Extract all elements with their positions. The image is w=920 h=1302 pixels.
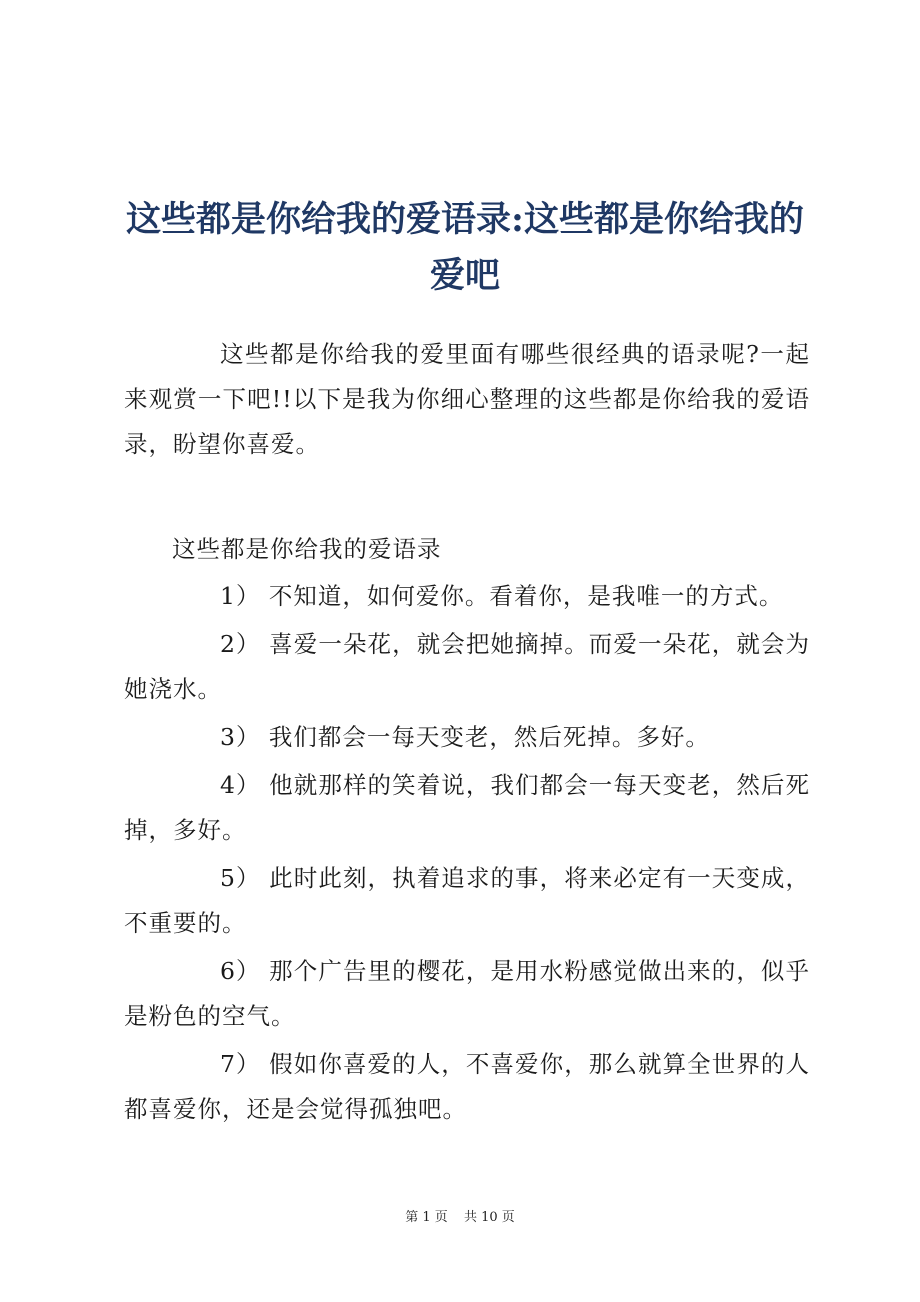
list-item: 1） 不知道，如何爱你。看着你，是我唯一的方式。	[220, 582, 784, 610]
page-total: 共 10 页	[463, 1210, 515, 1225]
quote-list	[124, 574, 810, 1135]
document-title: 这些都是你给我的爱语录:这些都是你给我的爱吧	[126, 199, 804, 296]
section-subheading: 这些都是你给我的爱语录	[172, 535, 442, 563]
page-number: 第 1 页	[405, 1210, 448, 1225]
list-item: 5） 此时此刻，执着追求的事，将来必定有一天变成，不重要的。	[124, 864, 810, 937]
list-item: 6） 那个广告里的樱花，是用水粉感觉做出来的，似乎是粉色的空气。	[124, 957, 810, 1030]
list-item: 3） 我们都会一每天变老，然后死掉。多好。	[220, 723, 710, 751]
list-item: 4） 他就那样的笑着说，我们都会一每天变老，然后死掉，多好。	[124, 771, 810, 844]
list-item: 2） 喜爱一朵花，就会把她摘掉。而爱一朵花，就会为她浇水。	[124, 630, 810, 703]
page-footer	[0, 1206, 920, 1225]
intro-paragraph: 这些都是你给我的爱里面有哪些很经典的语录呢?一起来观赏一下吧!!以下是我为你细心整理的这些都是你给我的爱语录，盼望你喜爱。	[124, 340, 810, 458]
list-item: 7） 假如你喜爱的人，不喜爱你，那么就算全世界的人都喜爱你，还是会觉得孤独吧。	[124, 1050, 810, 1123]
